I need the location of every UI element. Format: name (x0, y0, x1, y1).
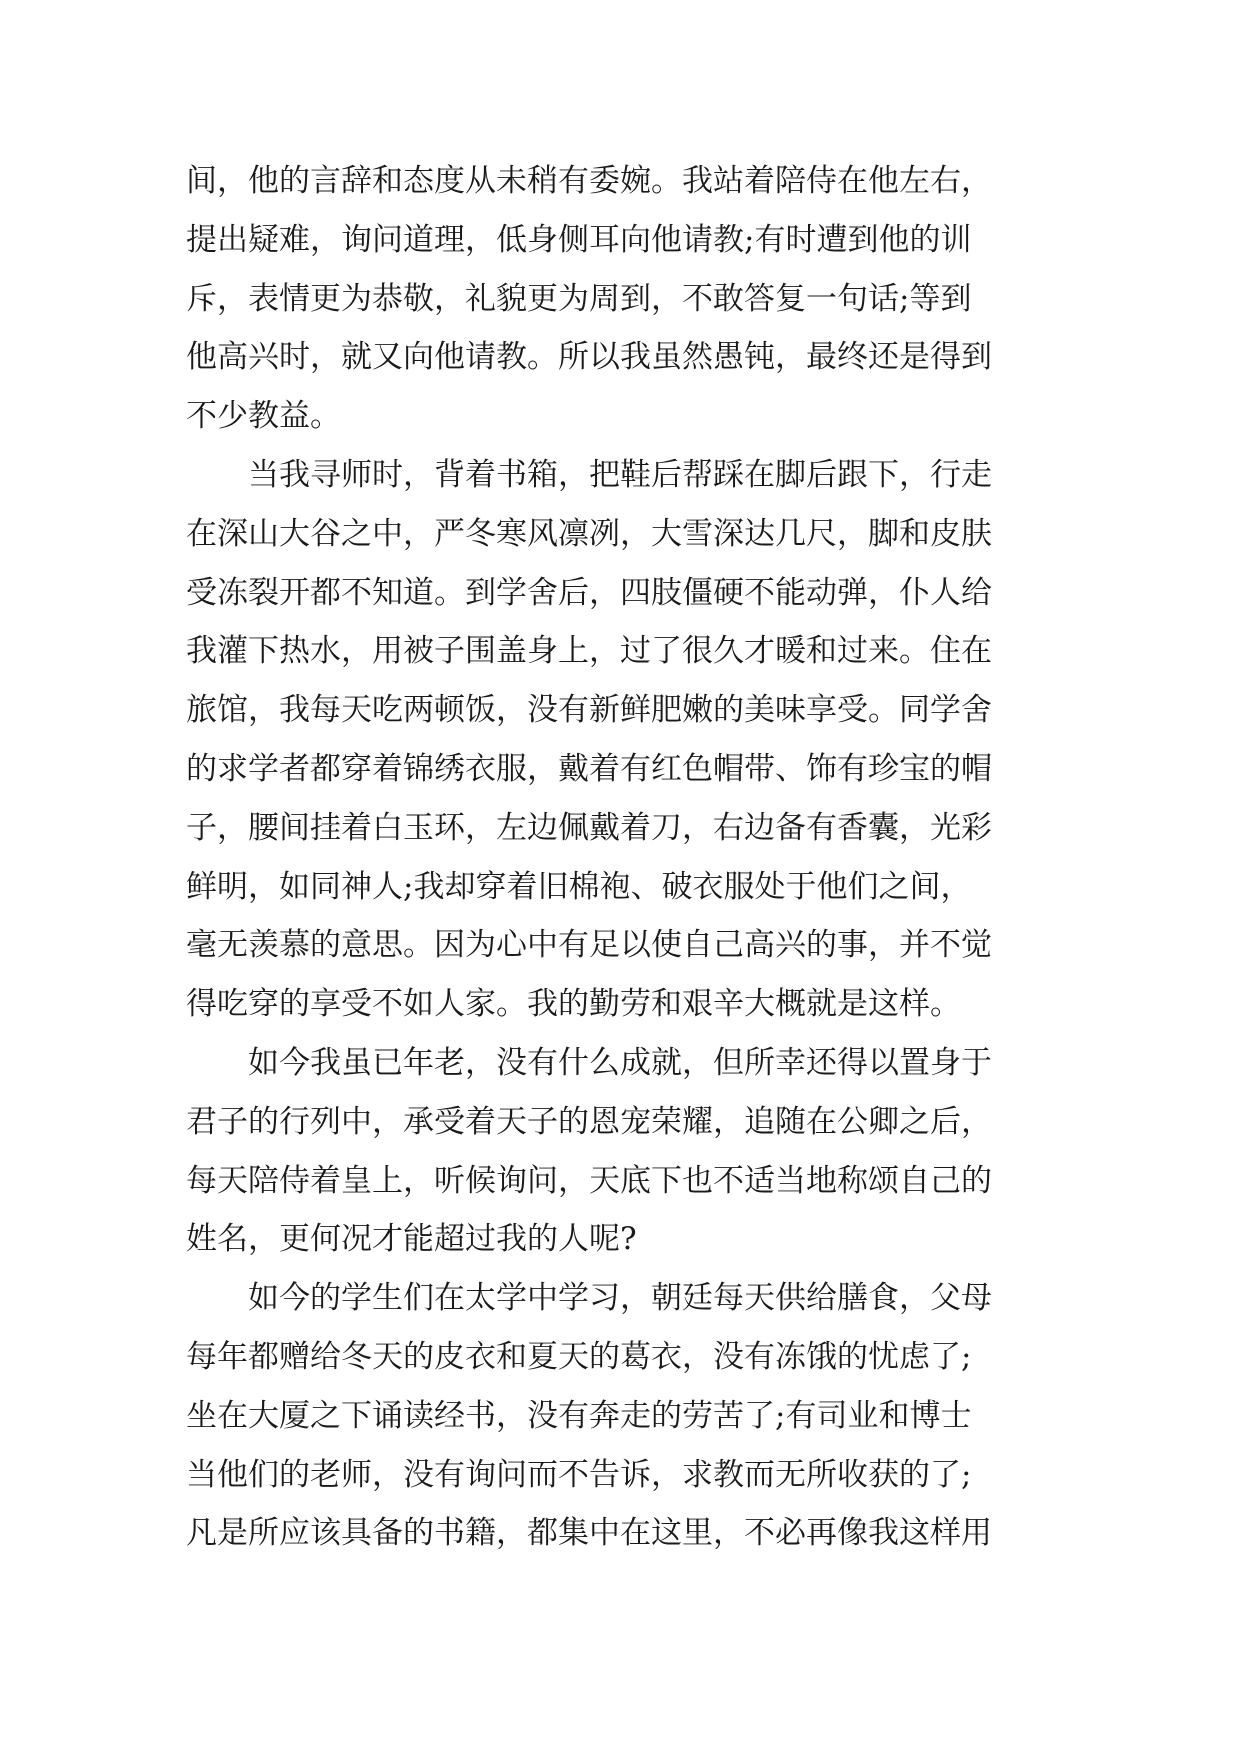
text-line: 我灌下热水，用被子围盖身上，过了很久才暖和过来。住在 (186, 633, 992, 670)
text-line: 每天陪侍着皇上，听候询问，天底下也不适当地称颂自己的 (186, 1162, 992, 1199)
text-line: 如今我虽已年老，没有什么成就，但所幸还得以置身于 (186, 1044, 992, 1081)
text-line: 他高兴时，就又向他请教。所以我虽然愚钝，最终还是得到 (186, 339, 992, 376)
text-line: 君子的行列中，承受着天子的恩宠荣耀，追随在公卿之后， (186, 1103, 992, 1140)
text-line: 每年都赠给冬天的皮衣和夏天的葛衣，没有冻饿的忧虑了; (186, 1338, 972, 1375)
text-line: 子，腰间挂着白玉环，左边佩戴着刀，右边备有香囊，光彩 (186, 809, 992, 846)
text-line: 斥，表情更为恭敬，礼貌更为周到，不敢答复一句话;等到 (186, 280, 972, 317)
text-line: 如今的学生们在太学中学习，朝廷每天供给膳食，父母 (186, 1280, 992, 1317)
text-line: 坐在大厦之下诵读经书，没有奔走的劳苦了;有司业和博士 (186, 1397, 972, 1434)
text-line: 受冻裂开都不知道。到学舍后，四肢僵硬不能动弹，仆人给 (186, 574, 992, 611)
text-line: 旅馆，我每天吃两顿饭，没有新鲜肥嫩的美味享受。同学舍 (186, 692, 992, 729)
text-line: 间，他的言辞和态度从未稍有委婉。我站着陪侍在他左右， (186, 163, 992, 199)
text-line: 当我寻师时，背着书箱，把鞋后帮踩在脚后跟下，行走 (186, 456, 992, 493)
text-line: 姓名，更何况才能超过我的人呢? (186, 1221, 637, 1258)
text-line: 不少教益。 (186, 398, 341, 435)
text-line: 得吃穿的享受不如人家。我的勤劳和艰辛大概就是这样。 (186, 986, 961, 1023)
text-line: 在深山大谷之中，严冬寒风凛冽，大雪深达几尺，脚和皮肤 (186, 515, 992, 552)
text-line: 鲜明，如同神人;我却穿着旧棉袍、破衣服处于他们之间， (186, 868, 972, 905)
document-body (186, 152, 1066, 1563)
text-line: 的求学者都穿着锦绣衣服，戴着有红色帽带、饰有珍宝的帽 (186, 750, 992, 787)
text-line: 当他们的老师，没有询问而不告诉，求教而无所收获的了; (186, 1456, 972, 1493)
text-line: 凡是所应该具备的书籍，都集中在这里，不必再像我这样用 (186, 1515, 992, 1552)
text-line: 提出疑难，询问道理，低身侧耳向他请教;有时遭到他的训 (186, 221, 972, 258)
text-line: 毫无羡慕的意思。因为心中有足以使自己高兴的事，并不觉 (186, 927, 992, 964)
